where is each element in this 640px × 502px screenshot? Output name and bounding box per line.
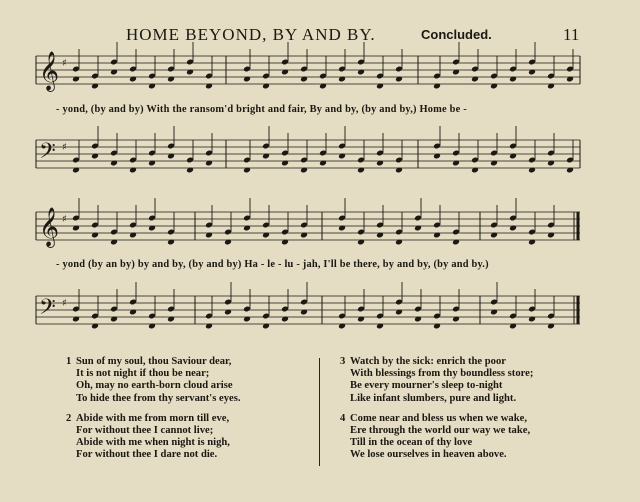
verse-line: For without thee I dare not die. [76, 449, 218, 461]
lyric-line-1: - yond, (by and by) With the ransom'd bright and fair, By and by, (by and by,) Home be - [56, 104, 467, 115]
music-layer [36, 42, 580, 329]
verse-line: To hide thee from thy servant's eyes. [76, 392, 241, 404]
verse-number: 1 [66, 356, 72, 367]
bass-clef-icon: 𝄢 [39, 295, 56, 325]
verse-line: 3 Watch by the sick: enrich the poor [340, 356, 506, 367]
lyric-line-2: - yond (by an by) by and by, (by and by) Ha - le - lu - jah, I'll be there, by and by, (by and by.) [56, 259, 489, 270]
page-number: 11 [563, 25, 580, 44]
column-divider [319, 358, 320, 466]
verse-line: We lose ourselves in heaven above. [350, 449, 507, 461]
verse-number: 3 [340, 356, 346, 367]
verse-line: 4 Come near and bless us when we wake, [340, 412, 527, 424]
verse-line: Till in the ocean of thy love [350, 437, 473, 449]
verse-2 [66, 413, 241, 462]
bass-clef-icon: 𝄢 [39, 139, 56, 169]
verses-section [0, 356, 640, 476]
verse-line: Ere through the world our way we take, [350, 424, 531, 436]
verse-line: It is not night if thou be near; [76, 368, 210, 380]
sharp-icon: ♯ [62, 58, 67, 69]
verse-line: Abide with me when night is nigh, [76, 437, 230, 449]
verse-line: For without thee I cannot live; [76, 424, 214, 436]
hymn-title: HOME BEYOND, BY AND BY. [126, 25, 376, 44]
verse-line: Like infant slumbers, pure and light. [350, 392, 517, 404]
verse-1 [66, 356, 241, 405]
verses-right-column [340, 356, 533, 470]
verse-line: 2 Abide with me from morn till eve, [66, 412, 230, 424]
treble-clef-icon: 𝄞 [39, 51, 60, 91]
sharp-icon: ♯ [62, 214, 67, 225]
verse-line: Oh, may no earth-born cloud arise [76, 380, 233, 392]
treble-clef-icon: 𝄞 [39, 207, 60, 247]
verse-number: 4 [340, 412, 346, 424]
verse-3 [340, 356, 533, 405]
verse-4 [340, 413, 533, 462]
verse-line: 1 Sun of my soul, thou Saviour dear, [66, 356, 232, 367]
verse-line: With blessings from thy boundless store; [350, 368, 534, 380]
hymn-subtitle: Concluded. [421, 27, 492, 42]
verse-number: 2 [66, 412, 72, 424]
verse-line: Be every mourner's sleep to-night [350, 380, 503, 392]
verses-left-column [66, 356, 241, 470]
sharp-icon: ♯ [62, 298, 67, 309]
sharp-icon: ♯ [62, 142, 67, 153]
